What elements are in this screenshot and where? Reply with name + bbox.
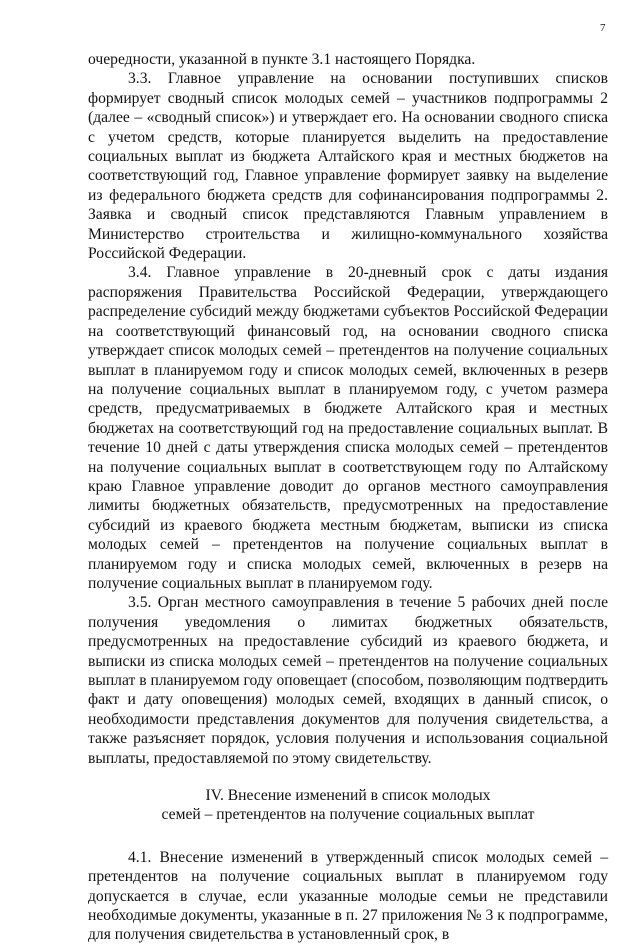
paragraph-4-1: 4.1. Внесение изменений в утвержденный список молодых семей – претендентов на получение социальных выплат в планируемом году допускается в случае, если указанные молодые семьи не представили необходимые документы, указанные в п. 27 приложения № 3 к подпрограмме, для получения свидетельства в установленный срок, в [88, 848, 608, 944]
paragraph-continuation: очередности, указанной в пункте 3.1 настоящего Порядка. [88, 51, 476, 68]
paragraph-3-4: 3.4. Главное управление в 20-дневный срок с даты издания распоряжения Правительства Российской Федерации, утверждающего распределение субсидий между бюджетами субъектов Российской Федерации на соответствующий финансовый год, на основании сводного списка утверждает список молодых семей – претендентов на получение социальных выплат в планируемом году и список молодых семей, включенных в резерв на получение социальных выплат в планируемом году, с учетом размера средств, предусматриваемых в бюджете Алтайского края и местных бюджетах на соответствующий год на предоставление социальных выплат. В течение 10 дней с даты утверждения списка молодых семей – претендентов на получение социальных выплат в соответствующем году по Алтайскому краю Главное управление доводит до органов местного самоуправления лимиты бюджетных обязательств, предусмотренных на предоставление субсидий из краевого бюджета местным бюджетам, выписки из списка молодых семей – претендентов на получение социальных выплат в планируемом году и списка молодых семей, включенных в резерв на получение социальных выплат в планируемом году. [88, 264, 608, 592]
page-number: 7 [600, 22, 606, 34]
section-heading-line-2: семей – претендентов на получение социальных выплат [161, 806, 535, 824]
paragraph-3-5: 3.5. Орган местного самоуправления в течение 5 рабочих дней после получения уведомления о лимитах бюджетных обязательств, предусмотренных на предоставление субсидий из краевого бюджета, и выписки из списка молодых семей – претендентов на получение социальных выплат в планируемом году оповещает (способом, позволяющим подтвердить факт и дату оповещения) молодых семей, входящих в данный список, о необходимости представления документов для получения свидетельства, а также разъясняет порядок, условия получения и использования социальной выплаты, предоставляемой по этому свидетельству. [88, 594, 608, 767]
document-body [88, 50, 608, 945]
section-heading-line-1: IV. Внесение изменений в список молодых [205, 787, 491, 805]
section-heading [88, 786, 608, 825]
paragraph-3-3: 3.3. Главное управление на основании поступивших списков формирует сводный список молодых семей – участников подпрограммы 2 (далее – «сводный список») и утверждает его. На основании сводного списка с учетом средств, которые планируется выделить на предоставление социальных выплат из бюджета Алтайского края и местных бюджетов на соответствующий год, Главное управление формирует заявку на выделение из федерального бюджета средств для софинансирования подпрограммы 2. Заявка и сводный список представляются Главным управлением в Министерство строительства и жилищно-коммунального хозяйства Российской Федерации. [88, 70, 608, 263]
